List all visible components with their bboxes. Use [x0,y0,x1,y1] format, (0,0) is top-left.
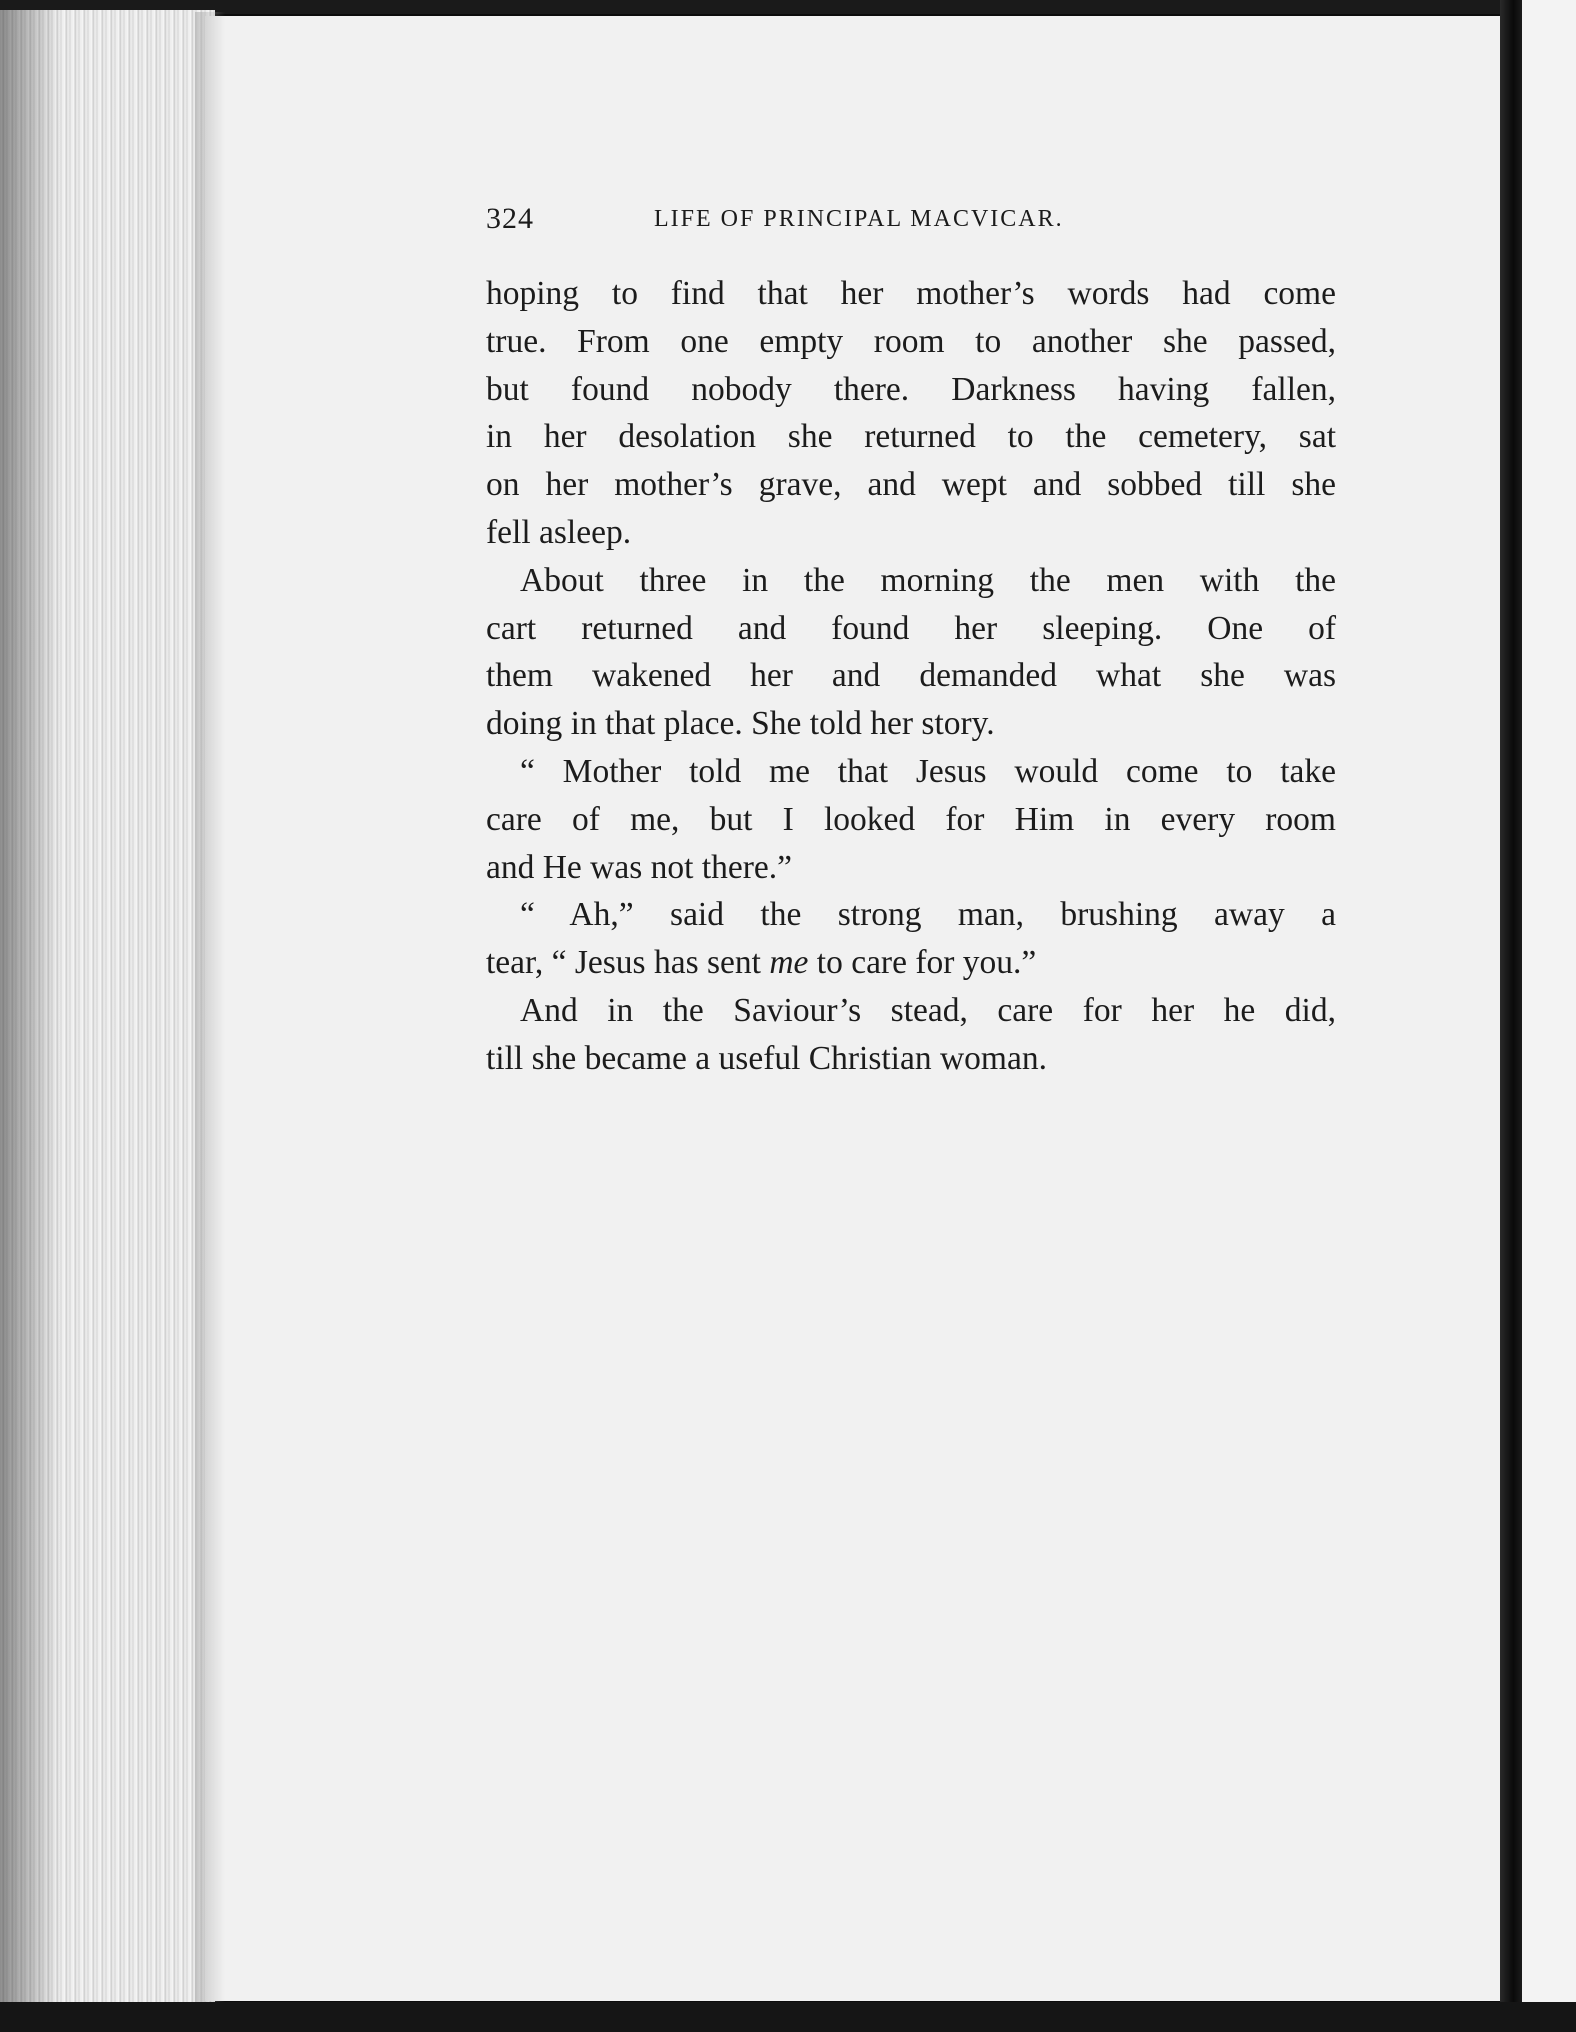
text-line: fell asleep. [486,513,632,551]
text-line: cart returned and found her sleeping. One of [486,609,1336,647]
scan-bottom-edge [0,2002,1576,2032]
text-fragment: tear, “ Jesus has sent [486,944,770,982]
scan-top-edge [0,0,1576,14]
text-line: them wakened her and demanded what she was [486,657,1336,695]
text-line: till she became a useful Christian woman. [486,1039,1047,1077]
text-line: hoping to find that her mother’s words had come [486,275,1336,312]
text-line: but found nobody there. Darkness having fallen, [486,370,1336,408]
page-stack-edges [0,10,215,2005]
text-line: true. From one empty room to another she passed, [486,322,1336,360]
text-line: About three in the morning the men with the [520,561,1336,599]
text-line: in her desolation she returned to the cemetery, sat [486,418,1336,456]
running-title: LIFE OF PRINCIPAL MACVICAR. [654,206,1064,232]
body-text [486,270,1336,1083]
text-line: And in the Saviour’s stead, care for her he did, [520,991,1336,1029]
text-line: care of me, but I looked for Him in every room [486,800,1336,838]
emphasized-word: me [769,944,809,982]
text-line: and He was not there.” [486,848,793,886]
book-right-edge [1500,0,1522,2032]
text-line: “ Mother told me that Jesus would come to take [520,752,1336,790]
page-number: 324 [486,202,534,235]
page-gutter-shadow [195,12,225,2005]
text-line: on her mother’s grave, and wept and sobbed till she [486,466,1336,504]
running-head [486,202,1186,242]
text-line-with-emphasis [486,939,1336,987]
text-fragment: to care for you.” [808,944,1037,982]
text-line: “ Ah,” said the strong man, brushing away a [520,896,1336,934]
scan-right-margin [1522,0,1576,2032]
text-line: doing in that place. She told her story. [486,705,995,743]
